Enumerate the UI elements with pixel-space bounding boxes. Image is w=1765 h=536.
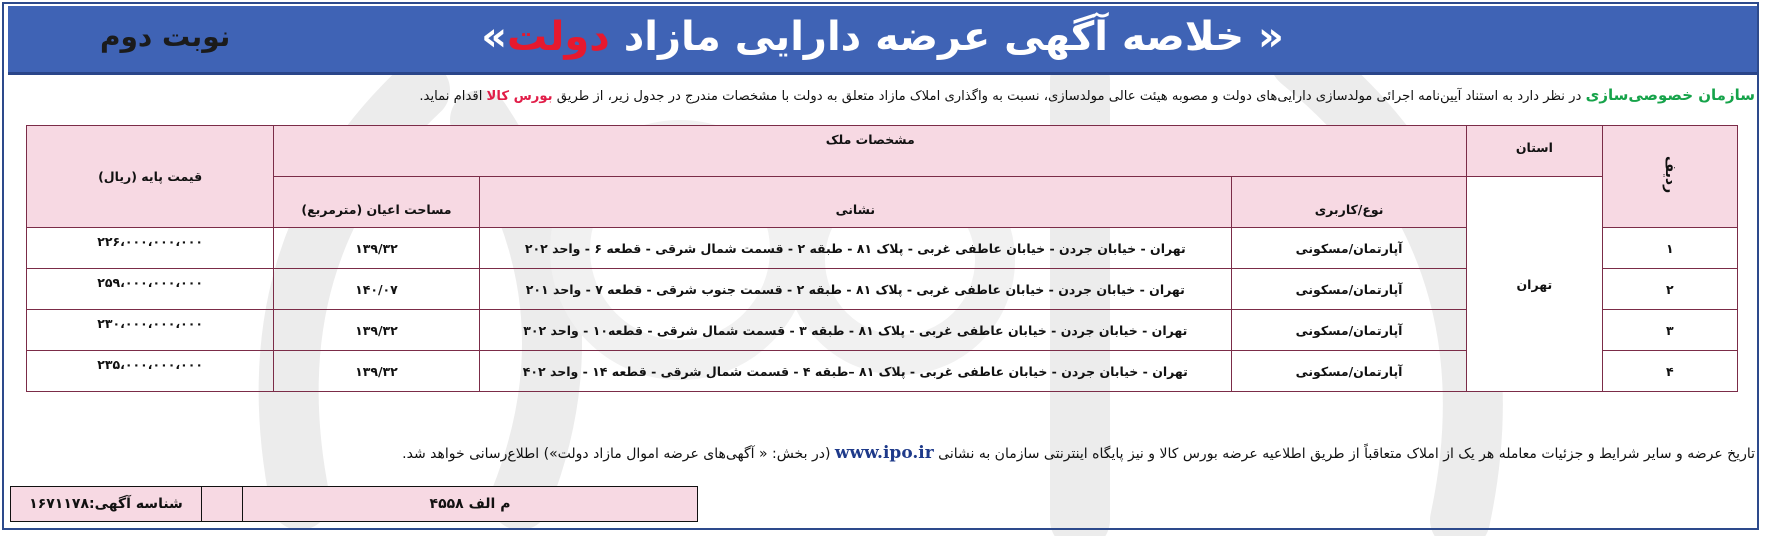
row-usage: آپارتمان/مسکونی (1232, 269, 1467, 310)
row-usage: آپارتمان/مسکونی (1232, 310, 1467, 351)
row-area: ۱۴۰/۰۷ (274, 269, 479, 310)
row-address: تهران - خیابان جردن - خیابان عاطفی غربی - پلاک ۸۱ - طبقه ۲ - قسمت جنوب شرقی - قطعه ۷ - واحد ۲۰۱ (479, 269, 1231, 310)
title-accent: دولت (507, 14, 610, 60)
code-box-divider (201, 487, 242, 521)
row-address: تهران - خیابان جردن - خیابان عاطفی غربی - پلاک ۸۱ - طبقه ۲ - قسمت شمال شرقی - قطعه ۶ - واحد ۲۰۲ (479, 228, 1231, 269)
title-banner (8, 6, 1757, 75)
row-usage: آپارتمان/مسکونی (1232, 351, 1467, 392)
row-area: ۱۳۹/۳۲ (274, 228, 479, 269)
ad-code-box (10, 486, 698, 522)
row-address: تهران - خیابان جردن - خیابان عاطفی غربی - پلاک ۸۱ –طبقه ۴ - قسمت شمال شرقی - قطعه ۱۴ - واحد ۴۰۲ (479, 351, 1231, 392)
header-base-price: قیمت پایه (ریال) (27, 126, 274, 228)
header-row-no: ردیف (1602, 126, 1737, 228)
row-number: ۴ (1602, 351, 1737, 392)
row-price: ۲۳۰،۰۰۰،۰۰۰،۰۰۰ (27, 310, 274, 351)
reference-code: م الف ۴۵۵۸ (242, 487, 697, 521)
ad-title: « خلاصه آگهی عرضه دارایی مازاد دولت» (481, 14, 1284, 60)
row-number: ۲ (1602, 269, 1737, 310)
row-price: ۲۳۵،۰۰۰،۰۰۰،۰۰۰ (27, 351, 274, 392)
row-price: ۲۵۹،۰۰۰،۰۰۰،۰۰۰ (27, 269, 274, 310)
header-province: استان (1467, 126, 1603, 177)
exchange-name: بورس کالا (486, 89, 553, 104)
header-usage: نوع/کاربری (1232, 177, 1467, 228)
row-number: ۳ (1602, 310, 1737, 351)
row-usage: آپارتمان/مسکونی (1232, 228, 1467, 269)
header-property-specs: مشخصات ملک (274, 126, 1467, 177)
row-number: ۱ (1602, 228, 1737, 269)
footer-paragraph: تاریخ عرضه و سایر شرایط و جزئیات معامله هر یک از املاک متعاقباً از طریق اطلاعیه عرضه بورس کالا و نیز پایگاه اینترنتی سازمان به نشانی www.ipo.ir (در بخش: « آگهی‌های عرضه اموال مازاد دولت») اطلاع‌رسانی خواهد شد. (402, 443, 1755, 463)
assets-table (26, 125, 1738, 392)
website-link[interactable]: www.ipo.ir (834, 443, 934, 463)
organization-name: سازمان خصوصی‌سازی (1585, 86, 1755, 104)
ad-id: شناسه آگهی:۱۶۷۱۱۷۸ (11, 487, 201, 521)
intro-paragraph: سازمان خصوصی‌سازی در نظر دارد به استناد آیین‌نامه اجرائی مولدسازی دارایی‌های دولت و مصوبه هیئت عالی مولدسازی، نسبت به واگذاری املاک مازاد متعلق به دولت با مشخصات مندرج در جدول زیر، از طریق بورس کالا اقدام نماید. (419, 86, 1755, 104)
header-address: نشانی (479, 177, 1231, 228)
province-cell: تهران (1467, 177, 1603, 392)
row-address: تهران - خیابان جردن - خیابان عاطفی غربی - پلاک ۸۱ - طبقه ۳ - قسمت شمال شرقی - قطعه۱۰ - واحد ۳۰۲ (479, 310, 1231, 351)
turn-label: نوبت دوم (100, 20, 231, 53)
row-area: ۱۳۹/۳۲ (274, 310, 479, 351)
header-area: مساحت اعیان (مترمربع) (274, 177, 479, 228)
row-price: ۲۲۶،۰۰۰،۰۰۰،۰۰۰ (27, 228, 274, 269)
row-area: ۱۳۹/۳۲ (274, 351, 479, 392)
